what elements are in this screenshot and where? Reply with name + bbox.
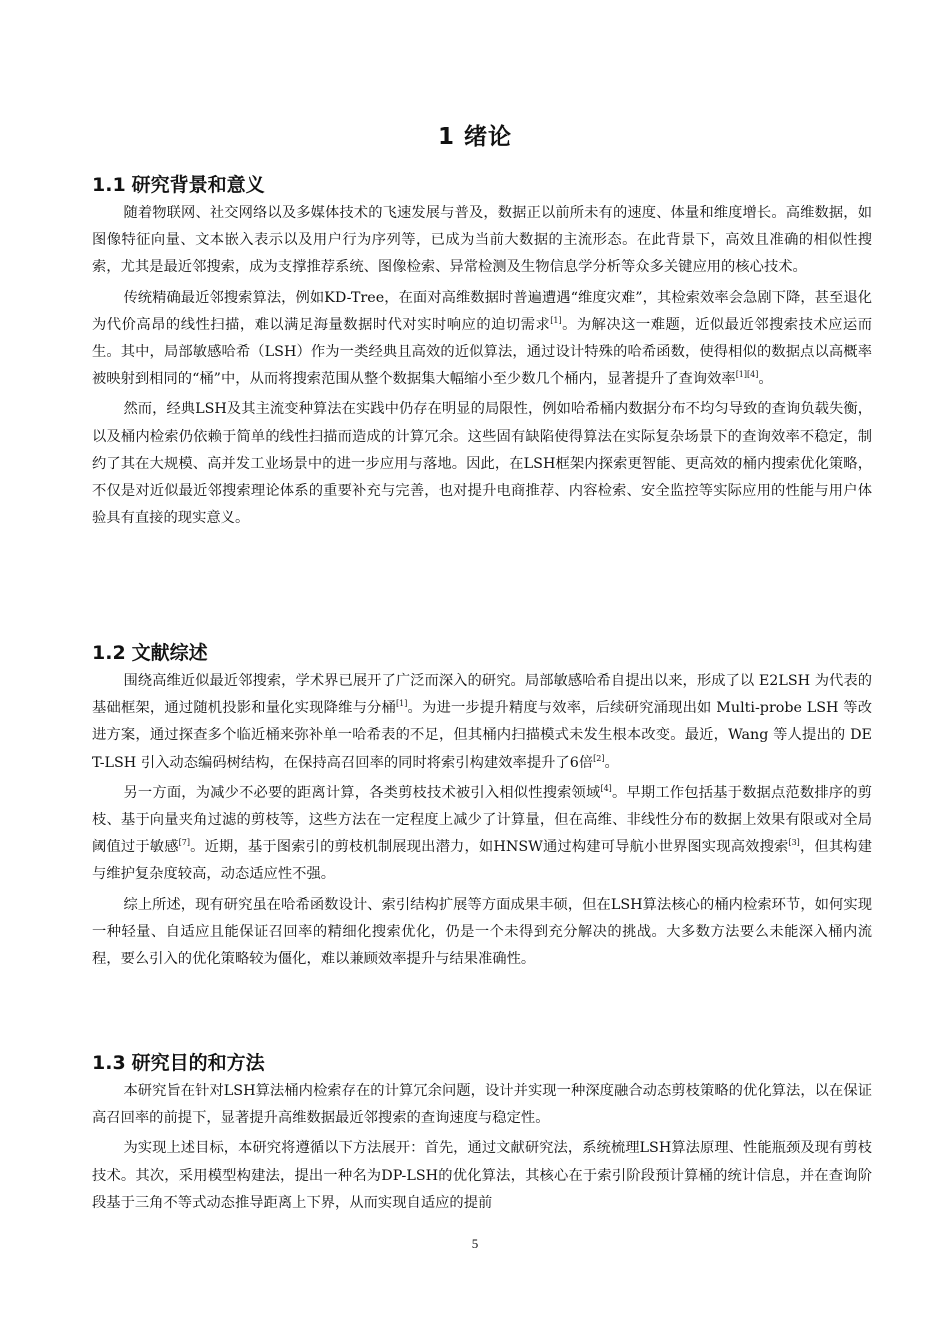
citation: [2]: [593, 753, 605, 763]
citation: [1]: [550, 316, 562, 326]
section-heading: [92, 1050, 872, 1076]
paragraph: [92, 396, 872, 532]
paragraph-text: 。为进一步提升精度与效率，后续研究涌现出如 Multi-probe LSH 等改进方案，通过探查多个临近桶来弥补单一哈希表的不足，但其桶内扫描模式未发生根本改变。最近，Wang 等人提出的 DET-LSH 引入动态编码树结构，在保持高召回率的同时将索引构建效率提升了6倍: [92, 700, 872, 771]
paragraph-text: 为实现上述目标，本研究将遵循以下方法展开：首先，通过文献研究法，系统梳理LSH算法原理、性能瓶颈及现有剪枝技术。其次，采用模型构建法，提出一种名为DP-LSH的优化算法，其核心在于索引阶段预计算桶的统计信息，并在查询阶段基于三角不等式动态推导距离上下界，从而实现自适应的提前: [92, 1140, 872, 1211]
paragraph-text: ，但其构建与维护复杂度较高，动态适应性不强。: [92, 839, 872, 883]
paragraph-text: 围绕高维近似最近邻搜索，学术界已展开了广泛而深入的研究。局部敏感哈希自提出以来，形成了以 E2LSH 为代表的基础框架，通过随机投影和量化实现降维与分桶: [92, 673, 872, 717]
paragraph-text: 本研究旨在针对LSH算法桶内检索存在的计算冗余问题，设计并实现一种深度融合动态剪枝策略的优化算法，以在保证高召回率的前提下，显著提升高维数据最近邻搜索的查询速度与稳定性。: [92, 1083, 872, 1127]
paragraph: [92, 1078, 872, 1132]
section-number: 1.2: [92, 642, 126, 664]
section-number: 1.1: [92, 174, 126, 196]
citation: [4]: [600, 784, 612, 794]
citation: [7]: [178, 838, 190, 848]
paragraph: [92, 200, 872, 282]
paragraph-text: 传统精确最近邻搜索算法，例如KD-Tree，在面对高维数据时普遍遭遇“维度灾难”，其检索效率会急剧下降，甚至退化为代价高昂的线性扫描，难以满足海量数据时代对实时响应的迫切需求: [92, 289, 872, 333]
citation: [3]: [788, 838, 800, 848]
paragraph-text: 综上所述，现有研究虽在哈希函数设计、索引结构扩展等方面成果丰硕，但在LSH算法核心的桶内检索环节，如何实现一种轻量、自适应且能保证召回率的精细化搜索优化，仍是一个未得到充分解决的挑战。大多数方法要么未能深入桶内流程，要么引入的优化策略较为僵化，难以兼顾效率提升与结果准确性。: [92, 896, 872, 968]
paragraph-text: 。近期，基于图索引的剪枝机制展现出潜力，如HNSW通过构建可导航小世界图实现高效搜索: [189, 839, 789, 856]
citation: [1]: [396, 699, 408, 709]
paragraph: [92, 285, 872, 394]
section-1-2: [92, 640, 872, 976]
section-title: 研究目的和方法: [131, 1052, 265, 1074]
paragraph-text: 随着物联网、社交网络以及多媒体技术的飞速发展与普及，数据正以前所未有的速度、体量和维度增长。高维数据，如图像特征向量、文本嵌入表示以及用户行为序列等，已成为当前大数据的主流形态。在此背景下，高效且准确的相似性搜索，尤其是最近邻搜索，成为支撑推荐系统、图像检索、异常检测及生物信息学分析等众多关键应用的核心技术。: [92, 205, 872, 276]
paragraph-text: 另一方面，为减少不必要的距离计算，各类剪枝技术被引入相似性搜索领域: [123, 784, 601, 801]
paragraph-text: 。: [758, 371, 773, 388]
section-1-3: [92, 1050, 872, 1220]
paragraph-text: 。为解决这一难题，近似最近邻搜索技术应运而生。其中，局部敏感哈希（LSH）作为一类经典且高效的近似算法，通过设计特殊的哈希函数，使得相似的数据点以高概率被映射到相同的“桶”中，从而将搜索范围从整个数据集大幅缩小至少数几个桶内，显著提升了查询效率: [92, 316, 872, 388]
paragraph: [92, 892, 872, 974]
section-1-1: [92, 172, 872, 535]
paragraph-text: 。早期工作包括基于数据点范数排序的剪枝、基于向量夹角过滤的剪枝等，这些方法在一定程度上减少了计算量，但在高维、非线性分布的数据上效果有限或对全局阈值过于敏感: [92, 784, 873, 856]
paragraph: [92, 1135, 872, 1217]
chapter-title: 1 绪论: [437, 124, 512, 150]
section-number: 1.3: [92, 1052, 126, 1074]
section-heading: [92, 172, 872, 198]
paragraph-text: 然而，经典LSH及其主流变种算法在实践中仍存在明显的局限性，例如哈希桶内数据分布不均匀导致的查询负载失衡，以及桶内检索仍依赖于简单的线性扫描而造成的计算冗余。这些固有缺陷使得算法在实际复杂场景下的查询效率不稳定，制约了其在大规模、高并发工业场景中的进一步应用与落地。因此，在LSH框架内探索更智能、更高效的桶内搜索优化策略，不仅是对近似最近邻搜索理论体系的重要补充与完善，也对提升电商推荐、内容检索、安全监控等实际应用的性能与用户体验具有直接的现实意义。: [92, 401, 872, 527]
paragraph: [92, 668, 872, 777]
paragraph-text: 。: [604, 754, 619, 771]
citation: [1][4]: [735, 370, 759, 380]
paragraph: [92, 780, 872, 889]
page-number: 5: [471, 1236, 479, 1251]
section-title: 文献综述: [131, 642, 208, 664]
section-heading: [92, 640, 872, 666]
section-title: 研究背景和意义: [131, 174, 265, 196]
